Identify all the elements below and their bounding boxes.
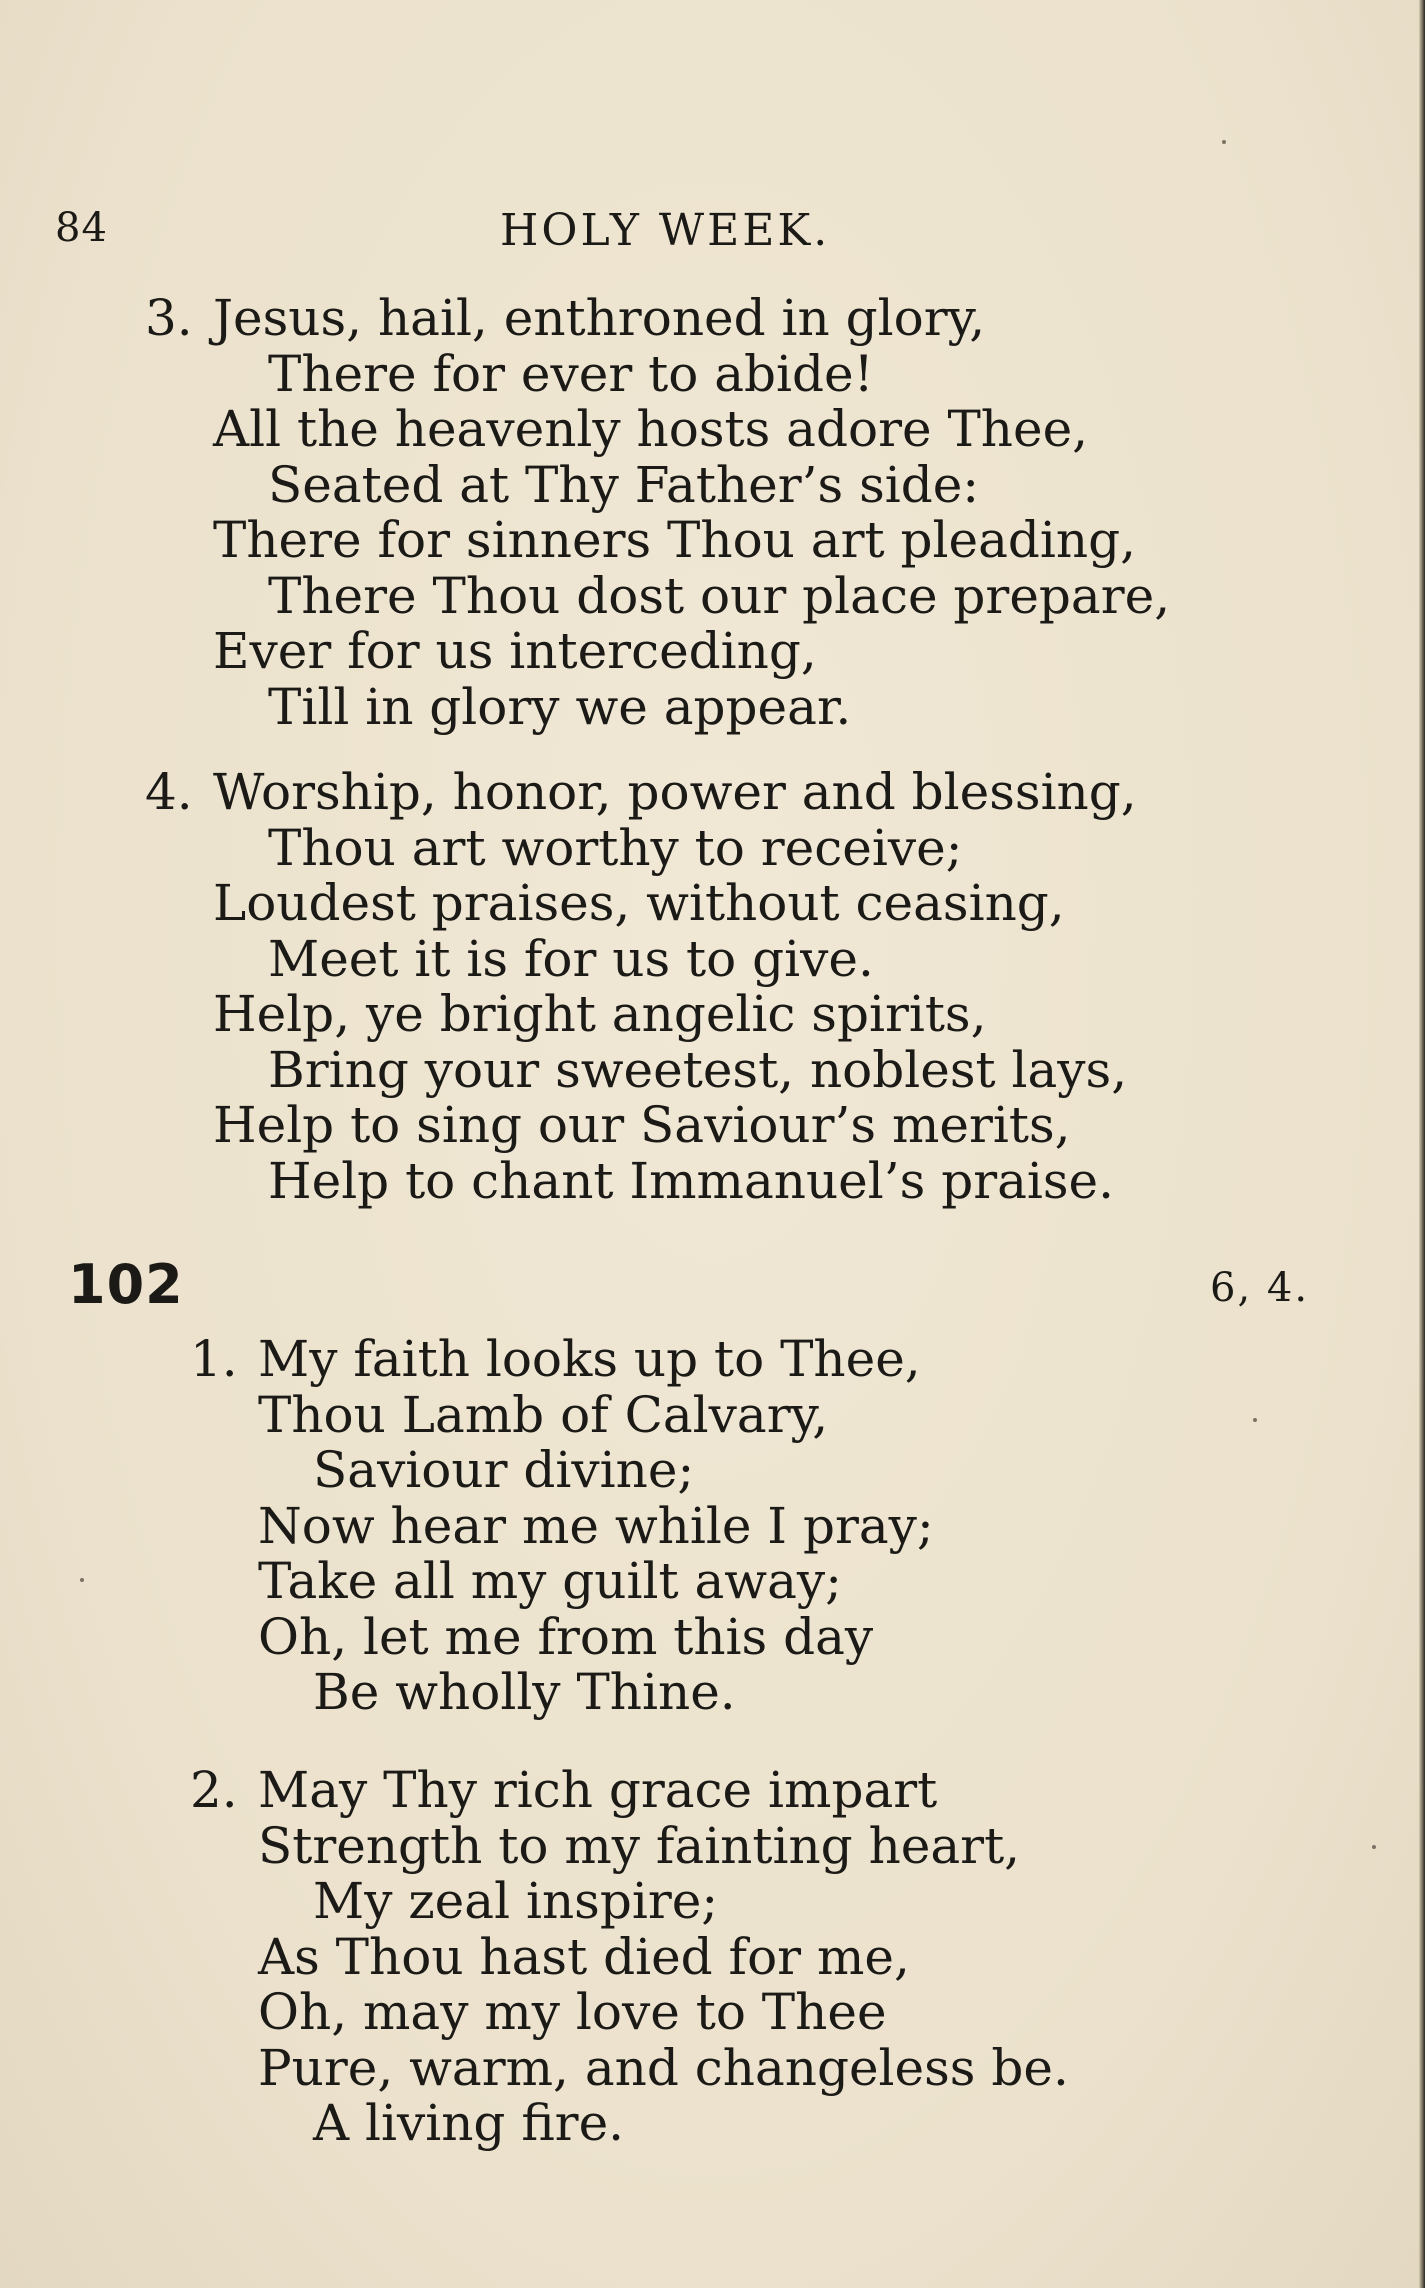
stanza-number: 2.: [190, 1761, 238, 1819]
stanza-number: 3.: [145, 289, 193, 347]
verse-line: Loudest praises, without ceasing,: [213, 874, 1065, 932]
page-number: 84: [55, 205, 108, 251]
paper-speck: [80, 1578, 84, 1582]
paper-speck: [1222, 140, 1226, 144]
hymn-stanza-1: [190, 1332, 934, 1721]
stanza-3: [145, 291, 1170, 735]
verse-line: There Thou dost our place prepare,: [268, 566, 1171, 625]
verse-line: Seated at Thy Father’s side:: [268, 455, 980, 514]
verse-line: Thou Lamb of Calvary,: [258, 1385, 829, 1444]
verse-line: May Thy rich grace impart: [258, 1761, 938, 1819]
verse-line: A living fire.: [313, 2094, 625, 2152]
verse-line: Take all my guilt away;: [258, 1552, 842, 1610]
page-edge-shadow: [1419, 0, 1425, 2288]
hymn-meter: 6, 4.: [1210, 1265, 1310, 1311]
verse-line: Strength to my fainting heart,: [258, 1816, 1021, 1875]
hymn-number: 102: [68, 1253, 184, 1316]
verse-line: Bring your sweetest, noblest lays,: [268, 1040, 1128, 1099]
verse-line: Jesus, hail, enthroned in glory,: [213, 289, 986, 347]
verse-line: Till in glory we appear.: [268, 677, 852, 736]
verse-line: My zeal inspire;: [313, 1872, 719, 1930]
verse-line: Meet it is for us to give.: [268, 929, 874, 988]
verse-line: There for sinners Thou art pleading,: [213, 511, 1136, 569]
verse-line: Saviour divine;: [313, 1441, 695, 1499]
verse-line: Help to sing our Saviour’s merits,: [213, 1096, 1071, 1154]
running-title: HOLY WEEK.: [500, 205, 831, 256]
verse-line: Worship, honor, power and blessing,: [213, 763, 1137, 821]
verse-line: Thou art worthy to receive;: [268, 818, 963, 877]
running-header: [55, 205, 1295, 261]
stanza-4: [145, 765, 1137, 1209]
verse-line: Help to chant Immanuel’s praise.: [268, 1151, 1115, 1210]
hymn-stanza-2: [190, 1763, 1069, 2152]
verse-line: All the heavenly hosts adore Thee,: [213, 400, 1089, 458]
paper-speck: [1253, 1418, 1257, 1422]
verse-line: There for ever to abide!: [268, 344, 874, 403]
verse-line: Be wholly Thine.: [313, 1663, 736, 1721]
verse-line: As Thou hast died for me,: [258, 1927, 910, 1986]
verse-line: Ever for us interceding,: [213, 622, 817, 680]
stanza-number: 1.: [190, 1330, 238, 1388]
paper-speck: [1372, 1845, 1376, 1849]
verse-line: Help, ye bright angelic spirits,: [213, 985, 987, 1043]
verse-line: Oh, let me from this day: [258, 1607, 874, 1666]
stanza-number: 4.: [145, 763, 193, 821]
verse-line: Oh, may my love to Thee: [258, 1983, 887, 2041]
verse-line: My faith looks up to Thee,: [258, 1330, 921, 1388]
verse-line: Pure, warm, and changeless be.: [258, 2038, 1069, 2097]
verse-line: Now hear me while I pray;: [258, 1496, 934, 1555]
